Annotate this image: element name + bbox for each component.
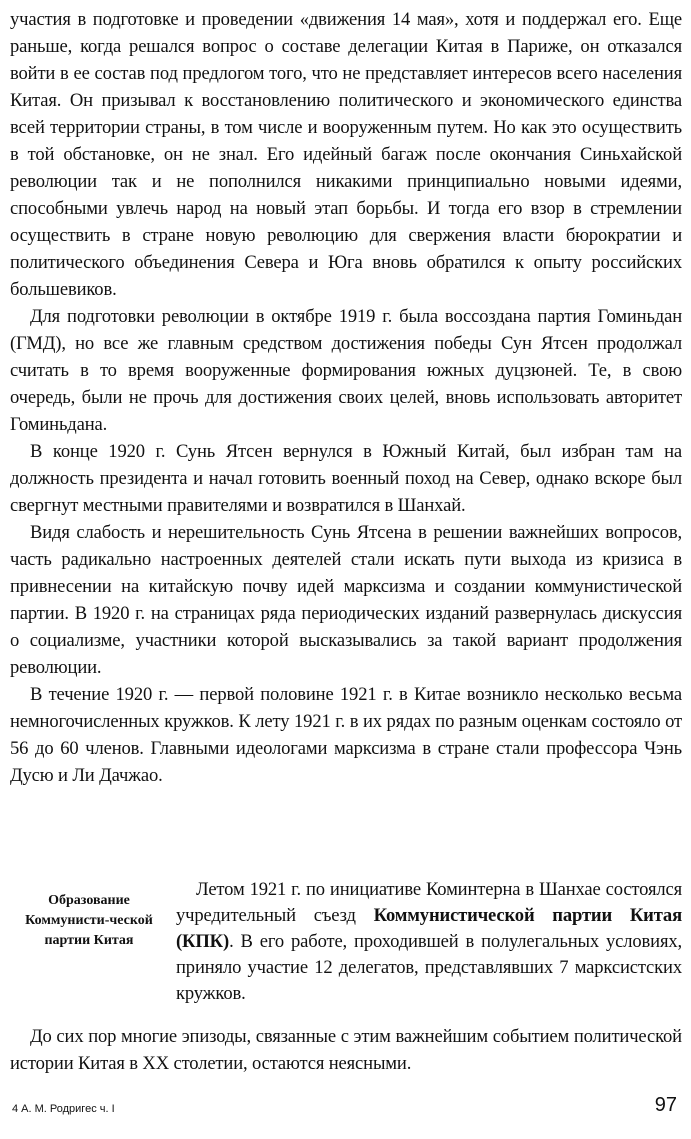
section-text-before: Летом 1921 г. по инициативе Коминтерна в Шанхае состоялся учредительный съезд — [176, 879, 682, 926]
final-text — [10, 1023, 682, 1077]
paragraph-1: участия в подготовке и проведении «движения 14 мая», хотя и поддержал его. Еще раньше, когда решался вопрос о составе делегации Китая в Париже, он отказался войти в ее состав под предлогом того, что не представляет интересов всего населения Китая. Он призывал к восстановлению политического и экономического единства всей территории страны, в том числе и вооруженным путем. Но как это осуществить в той обстановке, он не знал. Его идейный багаж после окончания Синьхайской революции так и не пополнился никакими принципиально новыми идеями, способными увлечь народ на новый этап борьбы. И тогда его взор в стремлении осуществить в стране новую революцию для свержения власти бюрократии и политического объединения Севера и Юга вновь обратился к опыту российских большевиков. — [10, 9, 682, 300]
section-kpk — [10, 877, 682, 1012]
final-paragraph: До сих пор многие эпизоды, связанные с этим важнейшим событием политической истории Китая в XX столетии, остаются неясными. — [10, 1026, 682, 1074]
side-heading: Образование Коммунисти-ческой партии Китая — [25, 893, 153, 948]
section-text-bold: Коммунистической партии Китая (КПК) — [176, 905, 682, 952]
section-text-after: . В его работе, проходившей в полулегальных условиях, приняло участие 12 делегатов, представлявших 7 марксистских кружков. — [176, 931, 682, 1004]
paragraph-3: В конце 1920 г. Сунь Ятсен вернулся в Южный Китай, был избран там на должность президента и начал готовить военный поход на Север, однако вскоре был свергнут местными правителями и возвратился в Шанхай. — [10, 441, 682, 516]
footer-signature: 4 А. М. Родригес ч. I — [12, 1103, 115, 1115]
section-paragraph — [176, 877, 682, 1007]
main-text — [10, 6, 682, 789]
paragraph-2: Для подготовки революции в октябре 1919 г. была воссоздана партия Гоминьдан (ГМД), но все же главным средством достижения победы Сун Ятсен продолжал считать в то время вооруженные формирования южных дуцзюней. Те, в свою очередь, были не прочь для достижения своих целей, вновь использовать авторитет Гоминьдана. — [10, 306, 682, 435]
paragraph-4: Видя слабость и нерешительность Сунь Ятсена в решении важнейших вопросов, часть радикально настроенных деятелей стали искать пути выхода из кризиса в привнесении на китайскую почву идей марксизма и создании коммунистической партии. В 1920 г. на страницах ряда периодических изданий развернулась дискуссия о социализме, участники которой высказывались за такой вариант продолжения революции. — [10, 522, 682, 678]
page-number: 97 — [654, 1094, 677, 1116]
paragraph-5: В течение 1920 г. — первой половине 1921 г. в Китае возникло несколько весьма немногочисленных кружков. К лету 1921 г. в их рядах по разным оценкам состояло от 56 до 60 членов. Главными идеологами марксизма в стране стали профессора Чэнь Дусю и Ли Дачжао. — [10, 684, 682, 786]
section-text — [176, 877, 682, 1007]
